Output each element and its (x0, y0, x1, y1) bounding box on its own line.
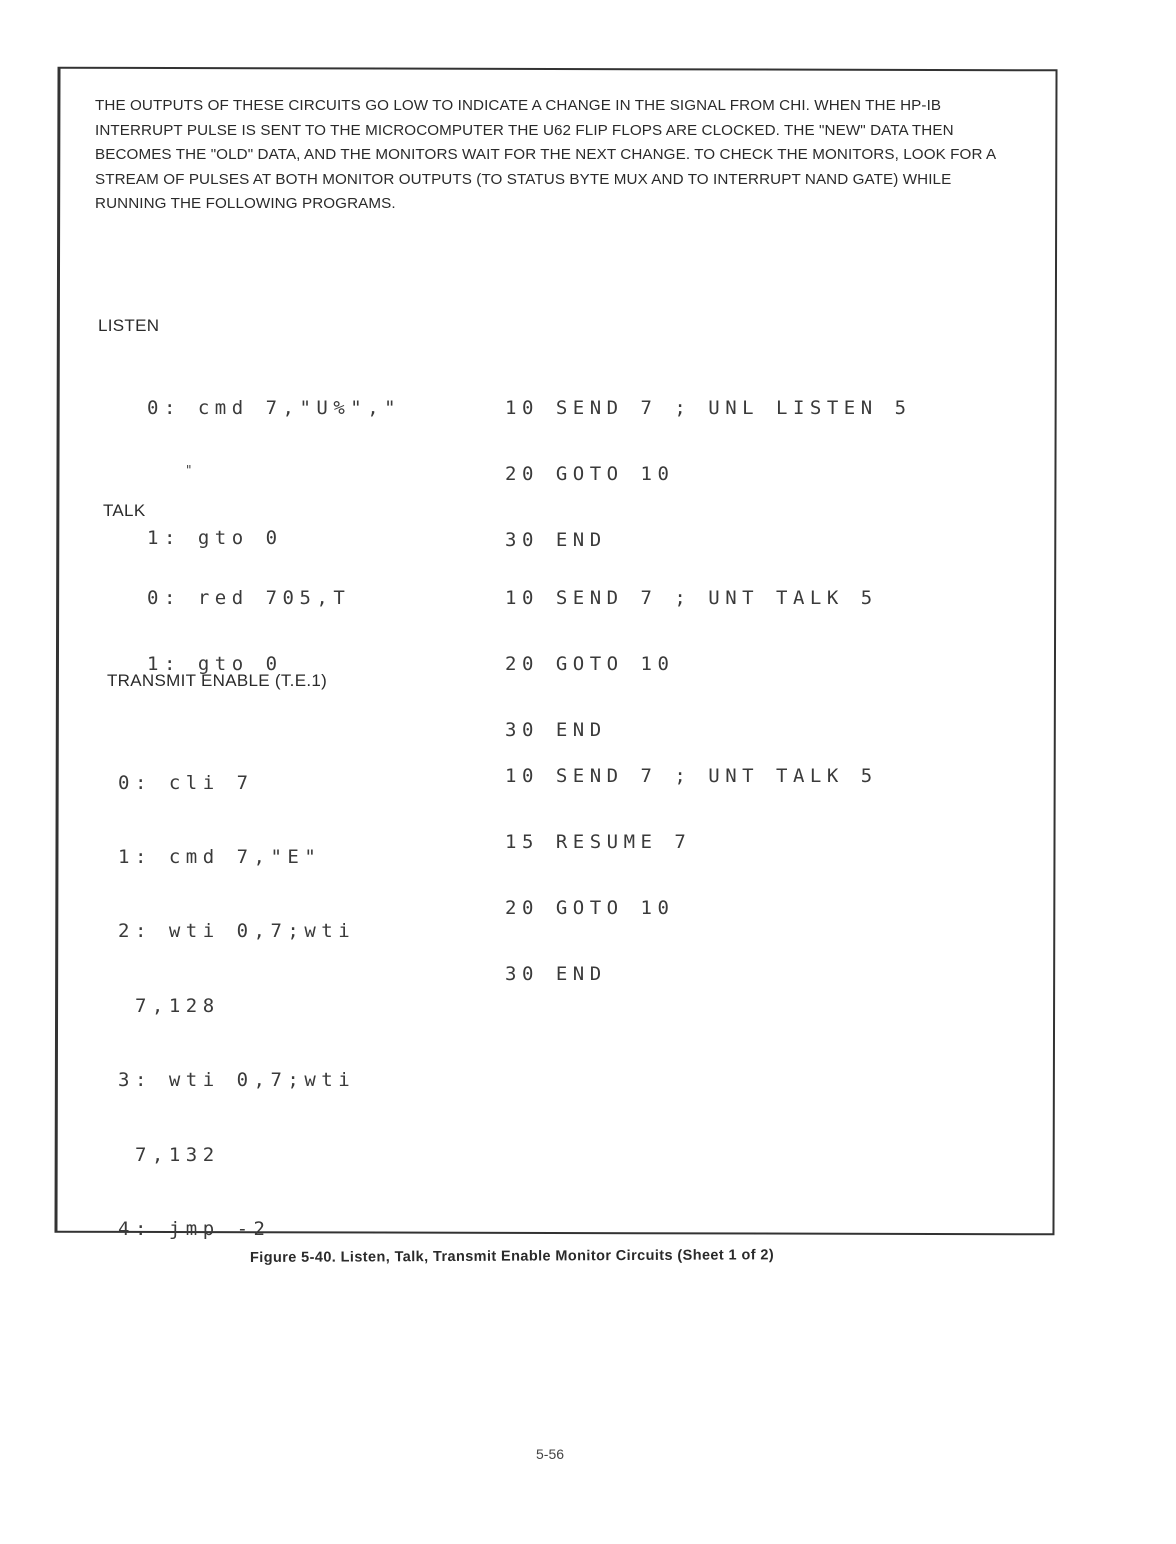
code-line: 1: gto 0 (147, 653, 283, 675)
code-line: 30 END (505, 529, 607, 551)
code-line: 3: wti 0,7;wti (118, 1069, 356, 1092)
code-line: 20 GOTO 10 (505, 653, 675, 675)
code-line: 10 SEND 7 ; UNT TALK 5 (505, 587, 878, 609)
listen-title: LISTEN (98, 316, 160, 335)
code-line: 10 SEND 7 ; UNT TALK 5 (505, 765, 878, 787)
code-line: 4: jmp -2 (118, 1217, 271, 1240)
code-line: 2: wti 0,7;wti (118, 920, 356, 943)
code-line: 0: cli 7 (118, 771, 254, 794)
code-line: 7,132 (118, 1143, 220, 1166)
code-line: 30 END (505, 963, 607, 985)
code-line: 10 SEND 7 ; UNL LISTEN 5 (505, 397, 912, 419)
code-line: 15 RESUME 7 (505, 831, 692, 853)
code-line: 1: gto 0 (147, 527, 283, 549)
page-number: 5-56 (536, 1446, 565, 1462)
listen-left-code (147, 353, 401, 571)
talk-title: TALK (103, 501, 146, 520)
code-line: 30 END (505, 719, 607, 741)
code-line: " (147, 463, 198, 477)
code-line: 1: cmd 7,"E" (118, 845, 322, 868)
listen-right-code (505, 353, 912, 573)
intro-paragraph: THE OUTPUTS OF THESE CIRCUITS GO LOW TO INDICATE A CHANGE IN THE SIGNAL FROM CHI. WHEN THE HP-IB INTERRUPT PULSE IS SENT TO THE MICROCOMPUTER THE U62 FLIP FLOPS ARE CLOCKED. THE "NEW" DATA THEN BECOMES THE "OLD" DATA, AND THE MONITORS WAIT FOR THE NEXT CHANGE. TO CHECK THE MONITORS, LOOK FOR A STREAM OF PULSES AT BOTH MONITOR OUTPUTS (TO STATUS BYTE MUX AND TO INTERRUPT NAND GATE) WHILE RUNNING THE FOLLOWING PROGRAMS. (95, 97, 996, 212)
transmit-right-code (505, 721, 878, 1007)
code-line: 20 GOTO 10 (505, 463, 675, 485)
transmit-enable-title: TRANSMIT ENABLE (T.E.1) (107, 671, 328, 690)
code-line: 20 GOTO 10 (505, 897, 675, 919)
code-line: 7,128 (118, 994, 220, 1017)
code-line: 0: red 705,T (147, 587, 351, 609)
code-line: 0: cmd 7,"U%"," (147, 397, 402, 419)
figure-caption: Figure 5-40. Listen, Talk, Transmit Enable Monitor Circuits (Sheet 1 of 2) (249, 1247, 775, 1266)
transmit-left-code (118, 721, 355, 1267)
